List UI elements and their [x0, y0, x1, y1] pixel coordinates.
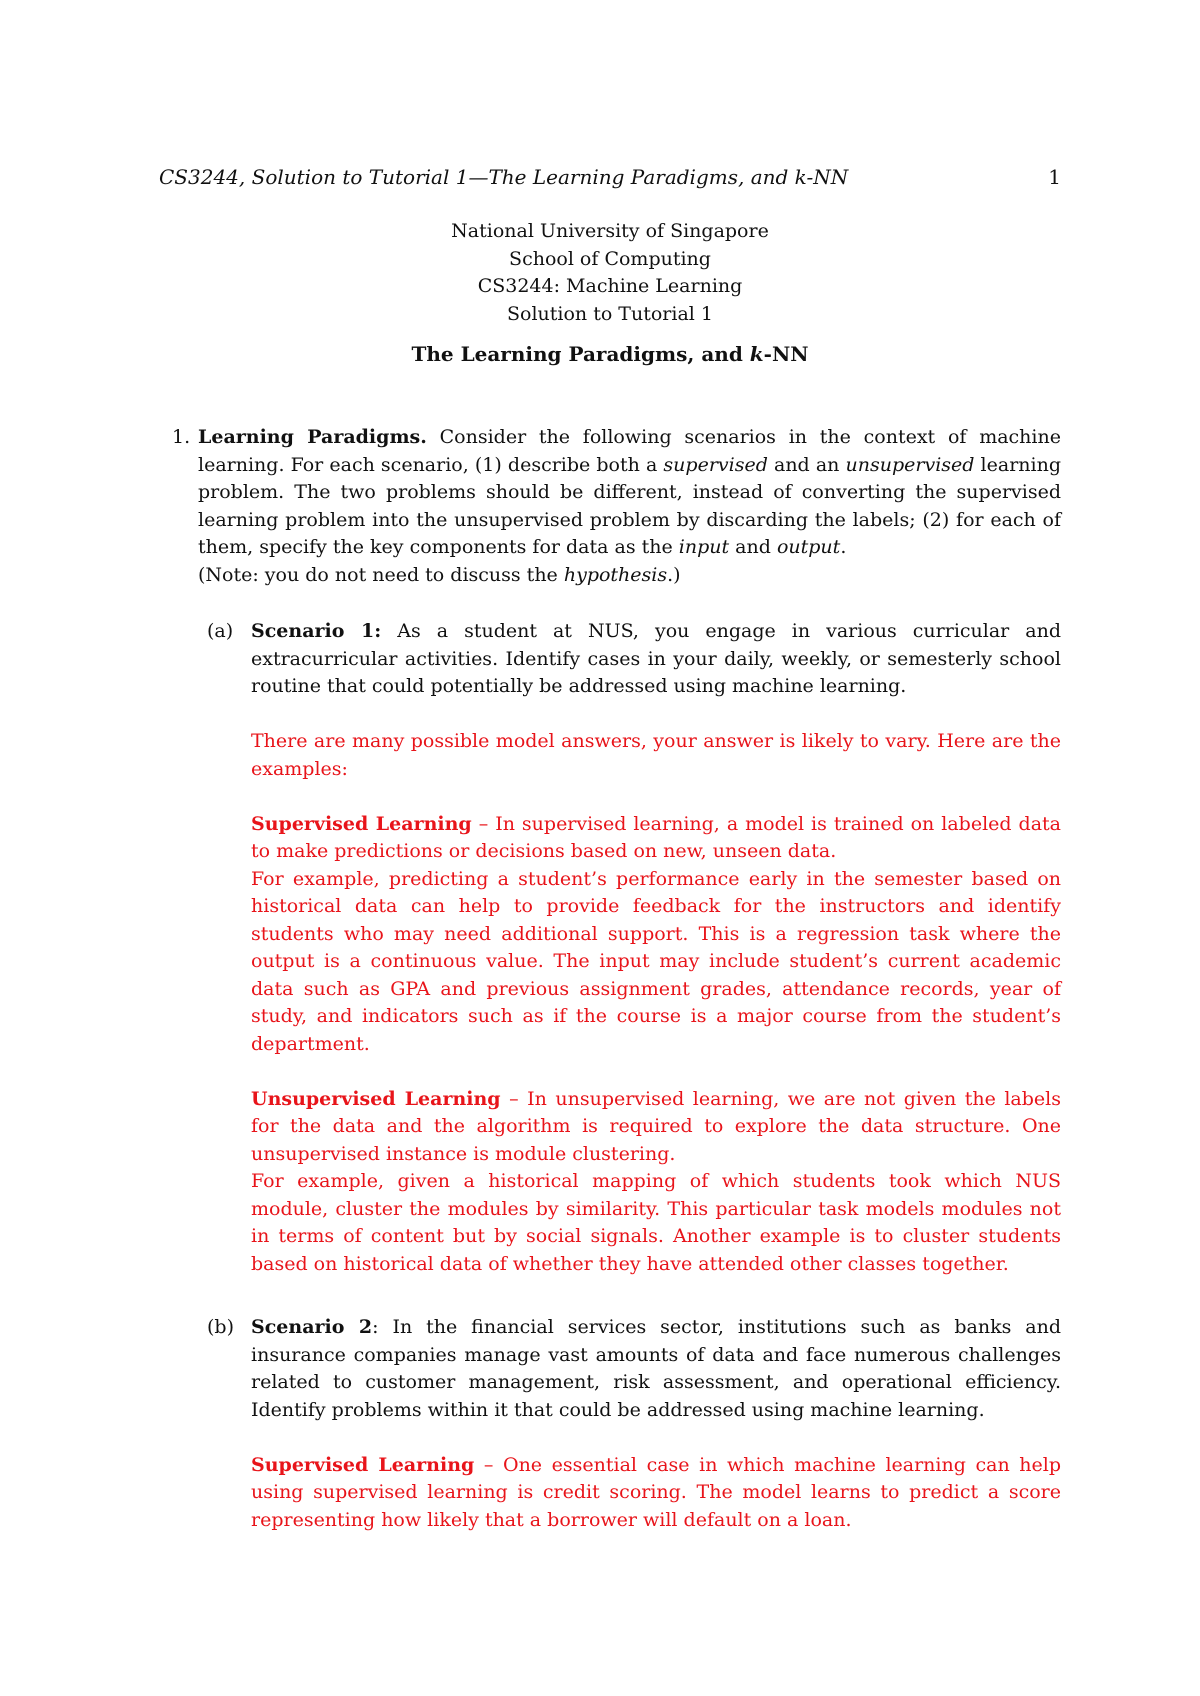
running-header: [159, 163, 1061, 191]
part-a-unsupervised-example: For example, given a historical mapping of which students took which NUS module, cluster the modules by similarity. This particular task models modules not in terms of content but by social signals. Another example is to cluster students based on historical data of whether they have attended other classes together.: [251, 1170, 1061, 1275]
title-block: [159, 218, 1061, 328]
part-a-intro: There are many possible model answers, your answer is likely to vary. Here are the examples:: [251, 730, 1061, 780]
running-title: CS3244, Solution to Tutorial 1—The Learning Paradigms, and k-NN: [159, 165, 849, 189]
course-name: CS3244: Machine Learning: [477, 275, 743, 297]
part-a-supervised: Supervised Learning – In supervised learning, a model is trained on labeled data to make predictions or decisions based on new, unseen data.: [251, 812, 1062, 862]
document-title: The Learning Paradigms, and k-NN: [411, 342, 809, 366]
document-name: Solution to Tutorial 1: [507, 302, 713, 325]
part-b-prompt: Scenario 2: In the financial services sector, institutions such as banks and insurance companies manage vast amounts of data and face numerous challenges related to customer management, risk assessment, and operational efficiency. Identify problems within it that could be addressed using machine learning.: [251, 1316, 1061, 1421]
part-a-supervised-example: For example, predicting a student’s performance early in the semester based on historical data can help to provide feedback for the instructors and identify students who may need additional support. This is a regression task where the output is a continuous value. The input may include student’s current academic data such as GPA and previous assignment grades, attendance records, year of study, and indicators such as if the course is a major course from the student’s department.: [251, 867, 1061, 1055]
supervised-heading: Supervised Learning: [251, 812, 472, 835]
part-a-label: (a): [207, 620, 234, 642]
question-number: 1.: [172, 426, 191, 448]
part-b-label: (b): [207, 1316, 234, 1338]
part-a-unsupervised: Unsupervised Learning – In unsupervised learning, we are not given the labels for the data and the algorithm is required to explore the data structure. One unsupervised instance is module clustering.: [251, 1087, 1061, 1165]
university-name: National University of Singapore: [451, 220, 769, 242]
part-a-prompt: Scenario 1: As a student at NUS, you engage in various curricular and extracurricular activities. Identify cases in your daily, weekly, or semesterly school routine that could potentially be addressed using machine learning.: [251, 620, 1061, 697]
school-name: School of Computing: [509, 247, 711, 270]
unsupervised-heading: Unsupervised Learning: [251, 1087, 501, 1110]
question-1-note: (Note: you do not need to discuss the hypothesis.): [198, 563, 681, 586]
question-1: [198, 424, 1061, 589]
part-b-supervised: Supervised Learning – One essential case in which machine learning can help using supervised learning is credit scoring. The model learns to predict a score representing how likely that a borrower will default on a loan.: [251, 1453, 1061, 1531]
part-b-heading: Scenario 2: [251, 1316, 373, 1338]
page-number: 1: [1048, 165, 1061, 189]
part-a: [251, 618, 1061, 1278]
part-b: [251, 1314, 1061, 1534]
part-a-heading: Scenario 1:: [251, 620, 382, 642]
question-1-heading: Learning Paradigms.: [198, 426, 427, 448]
question-1-prompt: Learning Paradigms. Consider the following scenarios in the context of machine learning. For each scenario, (1) describe both a supervised and an unsupervised learning problem. The two problems should be different, instead of converting the supervised learning problem into the unsupervised problem by discarding the labels; (2) for each of them, specify the key components for data as the input and output.: [198, 426, 1061, 558]
supervised-heading: Supervised Learning: [251, 1453, 475, 1476]
